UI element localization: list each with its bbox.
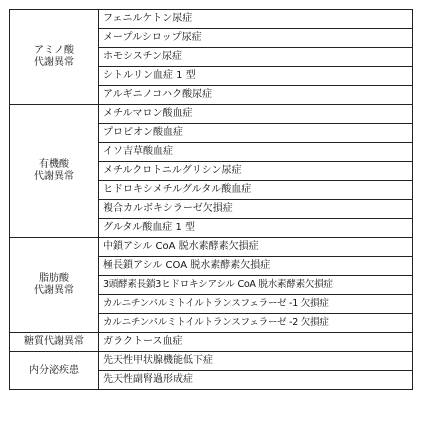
disease-cell: メチルクロトニルグリシン尿症 [99, 162, 413, 181]
category-label: 代謝異常 [34, 57, 74, 68]
disease-cell: ガラクトース血症 [99, 333, 413, 352]
disease-cell: グルタル酸血症 1 型 [99, 219, 413, 238]
disease-cell: 先天性甲状腺機能低下症 [99, 352, 413, 371]
disease-cell: メチルマロン酸血症 [99, 105, 413, 124]
disease-cell: 極長鎖アシル COA 脱水素酵素欠損症 [99, 257, 413, 276]
disease-cell: イソ吉草酸血症 [99, 143, 413, 162]
category-label: 代謝異常 [34, 171, 74, 182]
disease-cell: プロピオン酸血症 [99, 124, 413, 143]
category-cell-amino-acid [10, 10, 99, 105]
disease-cell: ヒドロキシメチルグルタル酸血症 [99, 181, 413, 200]
category-label: アミノ酸 [34, 45, 74, 56]
table-row [10, 10, 413, 29]
disease-cell: カルニチンパルミトイルトランスフェラーゼ -2 欠損症 [99, 314, 413, 333]
table-row [10, 105, 413, 124]
table-row [10, 238, 413, 257]
disease-cell: 3頭酵素長鎖3ヒドロキシアシル CoA 脱水素酵素欠損症 [99, 276, 413, 295]
disease-cell: ホモシスチン尿症 [99, 48, 413, 67]
category-label: 脂肪酸 [39, 273, 69, 284]
disease-cell: メープルシロップ尿症 [99, 29, 413, 48]
table-row [10, 333, 413, 352]
category-cell-organic-acid [10, 105, 99, 238]
category-label: 代謝異常 [34, 285, 74, 296]
category-label: 内分泌疾患 [29, 364, 79, 376]
category-label: 糖質代謝異常 [24, 336, 84, 347]
disease-cell: シトルリン血症 1 型 [99, 67, 413, 86]
category-cell-carbohydrate [10, 333, 99, 352]
disease-cell: 先天性副腎過形成症 [99, 371, 413, 390]
disease-cell: 複合カルボキシラーゼ欠損症 [99, 200, 413, 219]
category-cell-fatty-acid [10, 238, 99, 333]
category-label: 有機酸 [39, 159, 69, 170]
disease-cell: フェニルケトン尿症 [99, 10, 413, 29]
disease-cell: 中鎖アシル CoA 脱水素酵素欠損症 [99, 238, 413, 257]
category-cell-endocrine [10, 352, 99, 390]
table-row [10, 352, 413, 371]
disease-cell: カルニチンパルミトイルトランスフェラーゼ -1 欠損症 [99, 295, 413, 314]
disease-table [9, 9, 413, 390]
disease-cell: アルギニノコハク酸尿症 [99, 86, 413, 105]
